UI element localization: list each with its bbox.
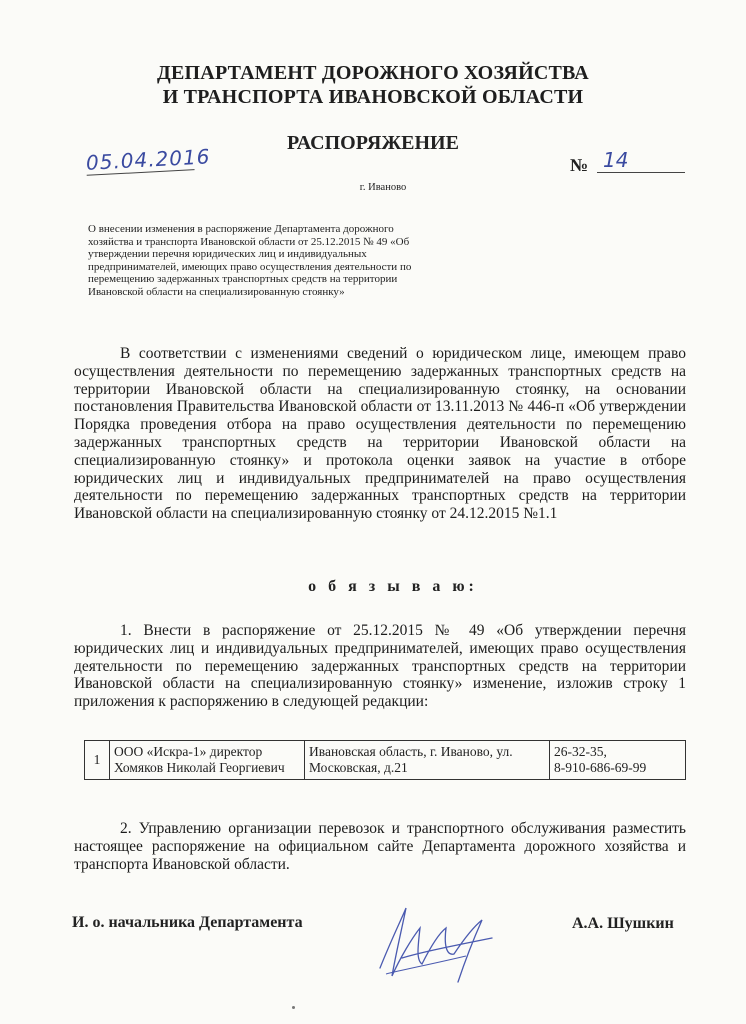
organization-cell: ООО «Искра-1» директор Хомяков Николай Георгиевич	[110, 741, 305, 780]
appendix-row-table	[84, 740, 686, 780]
handwritten-number: 14	[597, 148, 685, 173]
phone-line-2: 8-910-686-69-99	[554, 760, 647, 775]
department-title-line-2: И ТРАНСПОРТА ИВАНОВСКОЙ ОБЛАСТИ	[162, 86, 584, 108]
order-heading: о б я з ы в а ю:	[308, 578, 478, 595]
signatory-name: А.А. Шушкин	[572, 915, 674, 932]
preamble-paragraph: В соответствии с изменениями сведений о юридическом лице, имеющем право осуществления деятельности по перемещению задержанных транспортных средств на территории Ивановской области на специализированную стоянку, на основании постановления Правительства Ивановской области от 13.11.2013 № 446-п «Об утверждении Порядка проведения отбора на право осуществления деятельности по перемещению задержанных транспортных средств на территории Ивановской области на специализированную стоянку» и протокола оценки заявок на участие в отборе юридических лиц и индивидуальных предпринимателей на право осуществления деятельности по перемещению задержанных транспортных средств на территории Ивановской области на специализированную стоянку от 24.12.2015 №1.1	[74, 345, 686, 523]
signatory-title: И. о. начальника Департамента	[72, 914, 303, 931]
phone-cell	[550, 741, 686, 780]
city-label: г. Иваново	[359, 182, 407, 193]
address-cell: Ивановская область, г. Иваново, ул. Московская, д.21	[305, 741, 550, 780]
table-row	[85, 741, 686, 780]
number-label: №	[570, 155, 589, 175]
phone-line-1: 26-32-35,	[554, 744, 607, 759]
department-title-line-1: ДЕПАРТАМЕНТ ДОРОЖНОГО ХОЗЯЙСТВА	[157, 62, 589, 84]
handwritten-signature	[362, 898, 512, 988]
subject-block: О внесении изменения в распоряжение Департамента дорожного хозяйства и транспорта Ивановской области от 25.12.2015 № 49 «Об утверждении перечня юридических лиц и индивидуальных предпринимателей, имеющих право осуществления деятельности по перемещению задержанных транспортных средств на территории Ивановской области на специализированную стоянку»	[88, 223, 412, 298]
handwritten-date: 05.04.2016	[85, 144, 212, 175]
scan-speck	[292, 1006, 295, 1009]
document-type-heading: РАСПОРЯЖЕНИЕ	[287, 132, 459, 154]
item-2-paragraph: 2. Управлению организации перевозок и транспортного обслуживания разместить настоящее распоряжение на официальном сайте Департамента дорожного хозяйства и транспорта Ивановской области.	[74, 820, 686, 873]
item-1-paragraph: 1. Внести в распоряжение от 25.12.2015 № 49 «Об утверждении перечня юридических лиц и индивидуальных предпринимателей, имеющих право осуществления деятельности по перемещению задержанных транспортных средств на территории Ивановской области на специализированную стоянку» изменение, изложив строку 1 приложения к распоряжению в следующей редакции:	[74, 622, 686, 711]
row-number-cell: 1	[85, 741, 110, 780]
